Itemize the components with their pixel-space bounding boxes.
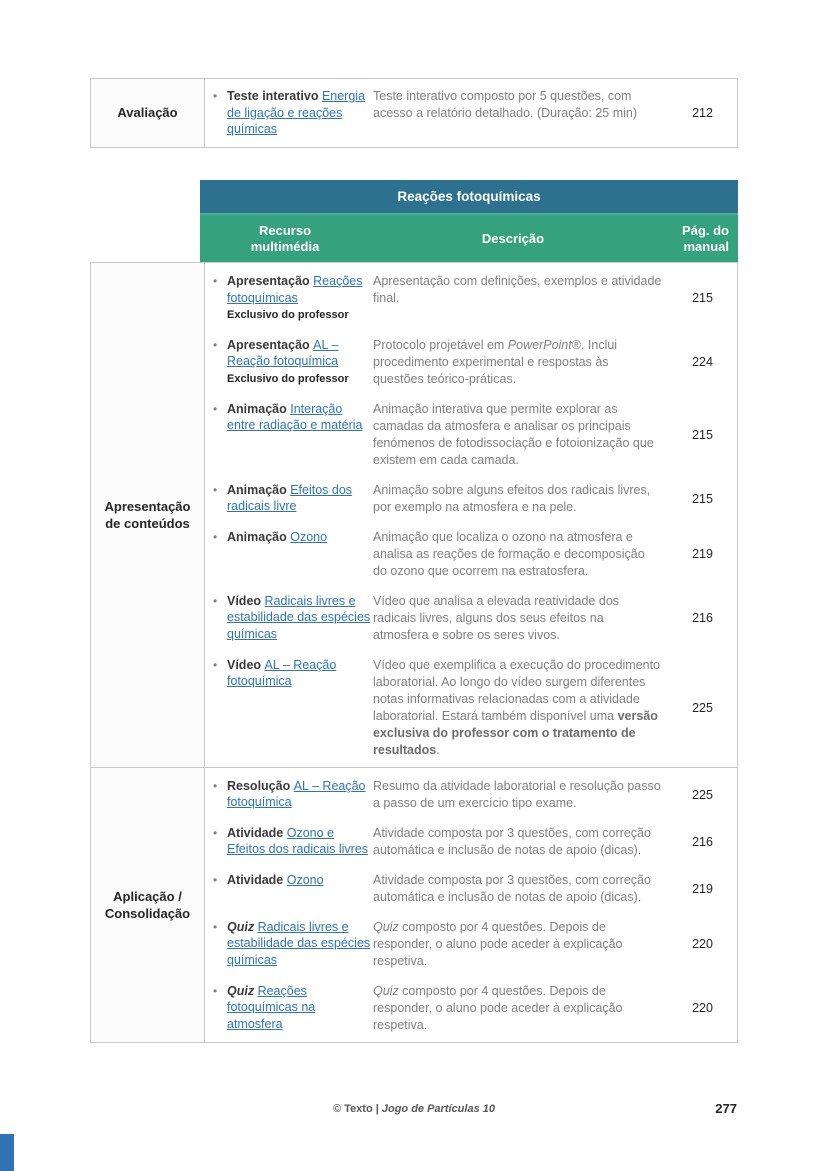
resource-type-label: Apresentação [227,274,314,288]
resource-link[interactable]: Ozono [290,529,328,544]
manual-page-number: 225 [692,787,713,802]
manual-page-number: 212 [692,105,713,120]
resource-link[interactable]: Efeitos dos radicais livre [227,482,353,513]
bullet-icon: • [213,337,218,352]
resource-cell [205,983,373,1034]
column-header-recurso: Recurso multimédia [250,222,320,254]
bullet-icon: • [213,919,218,934]
bullet-icon: • [213,657,218,672]
resource-link[interactable]: AL – Reação fotoquímica [227,657,337,688]
bullet-icon: • [213,482,218,497]
footer-book-title: Jogo de Partículas 10 [381,1103,495,1115]
description-cell: Teste interativo composto por 5 questões, com acesso a relatório detalhado. (Duração: 25 min) [373,89,638,120]
description-cell: Animação que localiza o ozono na atmosfera e analisa as reações de formação e decomposição do ozono que ocorrem na estratosfera. [373,529,645,578]
resource-cell [205,872,373,906]
table-row [205,872,737,906]
resource-link[interactable]: Radicais livres e estabilidade das espécies químicas [227,593,371,641]
table-row [205,273,737,324]
resource-type-label: Atividade [227,872,287,887]
description-cell: Atividade composta por 3 questões, com correção automática e inclusão de notas de apoio (dicas). [373,825,651,857]
table-section [91,767,737,1042]
manual-page-number: 219 [692,881,713,896]
description-cell: Protocolo projetável em PowerPoint®. Inclui procedimento experimental e respostas às questões teórico-práticas. [373,337,618,386]
table-row [205,401,737,469]
description-cell: Animação sobre alguns efeitos dos radicais livres, por exemplo na atmosfera e na pele. [373,482,651,514]
table-row [205,593,737,644]
manual-page-number: 215 [692,291,713,306]
resource-type-label: Vídeo [227,657,265,672]
section-label: Apresentação de conteúdos [91,263,205,767]
manual-page-number: 219 [692,547,713,561]
table-row [205,778,737,812]
manual-page-number: 215 [692,491,713,506]
table-section [91,263,737,767]
resource-type-label: Quiz [227,919,258,934]
resource-note: Exclusivo do professor [227,309,349,321]
manual-page-number: 220 [692,937,713,951]
footer-credit-prefix: © Texto | [333,1103,382,1115]
description-cell: Vídeo que analisa a elevada reatividade dos radicais livres, alguns dos seus efeitos na atmosfera e sobre os seres vivos. [373,593,620,642]
resource-type-label: Animação [227,482,291,497]
resource-link[interactable]: AL – Reação fotoquímica [227,778,366,809]
resource-link[interactable]: Ozono [286,872,324,887]
description-cell: Apresentação com definições, exemplos e atividade final. [373,274,662,305]
table-row [205,919,737,970]
manual-page-number: 220 [692,1001,713,1015]
resource-link[interactable]: Reações fotoquímicas na atmosfera [227,983,316,1031]
resource-cell [205,825,373,859]
manual-page-number: 215 [692,427,713,442]
footer-page-number: 277 [715,1101,737,1116]
manual-page-number: 225 [692,700,713,715]
bullet-icon: • [213,593,218,608]
resource-cell [205,778,373,812]
table-row [205,337,737,388]
bullet-icon: • [213,89,218,103]
table-row [205,529,737,580]
resource-note: Exclusivo do professor [227,372,349,385]
resource-link[interactable]: Ozono e Efeitos dos radicais livres [227,825,369,856]
table-column-headers [200,213,738,262]
bullet-icon: • [213,983,218,998]
resource-link[interactable]: Radicais livres e estabilidade das espécies químicas [227,919,371,967]
table-title: Reações fotoquímicas [200,180,738,213]
section-label: Aplicação / Consolidação [91,768,205,1042]
resource-type-label: Teste interativo [227,89,322,103]
resource-link[interactable]: AL – Reação fotoquímica [227,337,339,368]
resource-type-label: Resolução [227,778,294,793]
resource-cell [205,593,373,644]
manual-page-number: 216 [692,834,713,849]
row-group-label-avaliacao: Avaliação [91,79,205,147]
bullet-icon: • [213,529,218,544]
resource-type-label: Animação [227,401,291,416]
description-cell: Quiz composto por 4 questões. Depois de responder, o aluno pode aceder à explicação respetiva. [373,983,623,1032]
section-rows [205,768,737,1042]
table-row [205,657,737,759]
resource-type-label: Apresentação [227,337,314,352]
description-cell: Quiz composto por 4 questões. Depois de responder, o aluno pode aceder à explicação respetiva. [373,919,623,968]
table-row [205,983,737,1034]
resource-type-label: Vídeo [227,593,265,608]
column-header-descricao: Descrição [481,231,545,246]
table-row [205,825,737,859]
resource-type-label: Animação [227,529,291,544]
column-header-pagina: Pág. do manual [682,222,729,254]
resource-cell [205,657,373,759]
resource-link[interactable]: Interação entre radiação e matéria [227,401,363,432]
resource-link[interactable]: Energia de ligação e reações químicas [227,89,366,136]
footer-credit [90,1103,738,1115]
manual-page-number: 224 [692,355,713,369]
table-body [90,262,738,1043]
bullet-icon: • [213,872,218,887]
resource-cell [205,401,373,469]
chapter-edge-tab [0,1134,14,1171]
section-rows [205,263,737,767]
bullet-icon: • [213,401,218,416]
resource-cell [205,273,373,324]
resource-cell [205,919,373,970]
manual-page-number: 216 [692,611,713,625]
description-cell: Vídeo que exemplifica a execução do procedimento laboratorial. Ao longo do vídeo surgem diferentes notas informativas relacionadas com a atividade laboratorial. Estará também disponível uma versão exclusiva do professor com o tratamento de resultados. [373,657,660,757]
resource-type-label: Atividade [227,825,287,840]
resource-cell [205,529,373,580]
resource-cell [205,337,373,388]
bullet-icon: • [213,778,218,793]
table-row [205,88,737,138]
description-cell: Animação interativa que permite explorar as camadas da atmosfera e analisar os principais fenómenos de fotodissociação e fotoionização que existem em cada camada. [373,401,654,467]
bullet-icon: • [213,274,218,288]
table-row [205,482,737,516]
description-cell: Resumo da atividade laboratorial e resolução passo a passo de um exercício tipo exame. [373,778,661,810]
evaluation-table-rows [205,79,737,147]
resource-cell [205,482,373,516]
evaluation-table [90,78,738,148]
resource-link[interactable]: Reações fotoquímicas [227,274,363,305]
resources-table [90,180,738,1043]
resource-type-label: Quiz [227,983,258,998]
bullet-icon: • [213,825,218,840]
resource-cell [205,88,373,138]
description-cell: Atividade composta por 3 questões, com correção automática e inclusão de notas de apoio (dicas). [373,872,651,904]
